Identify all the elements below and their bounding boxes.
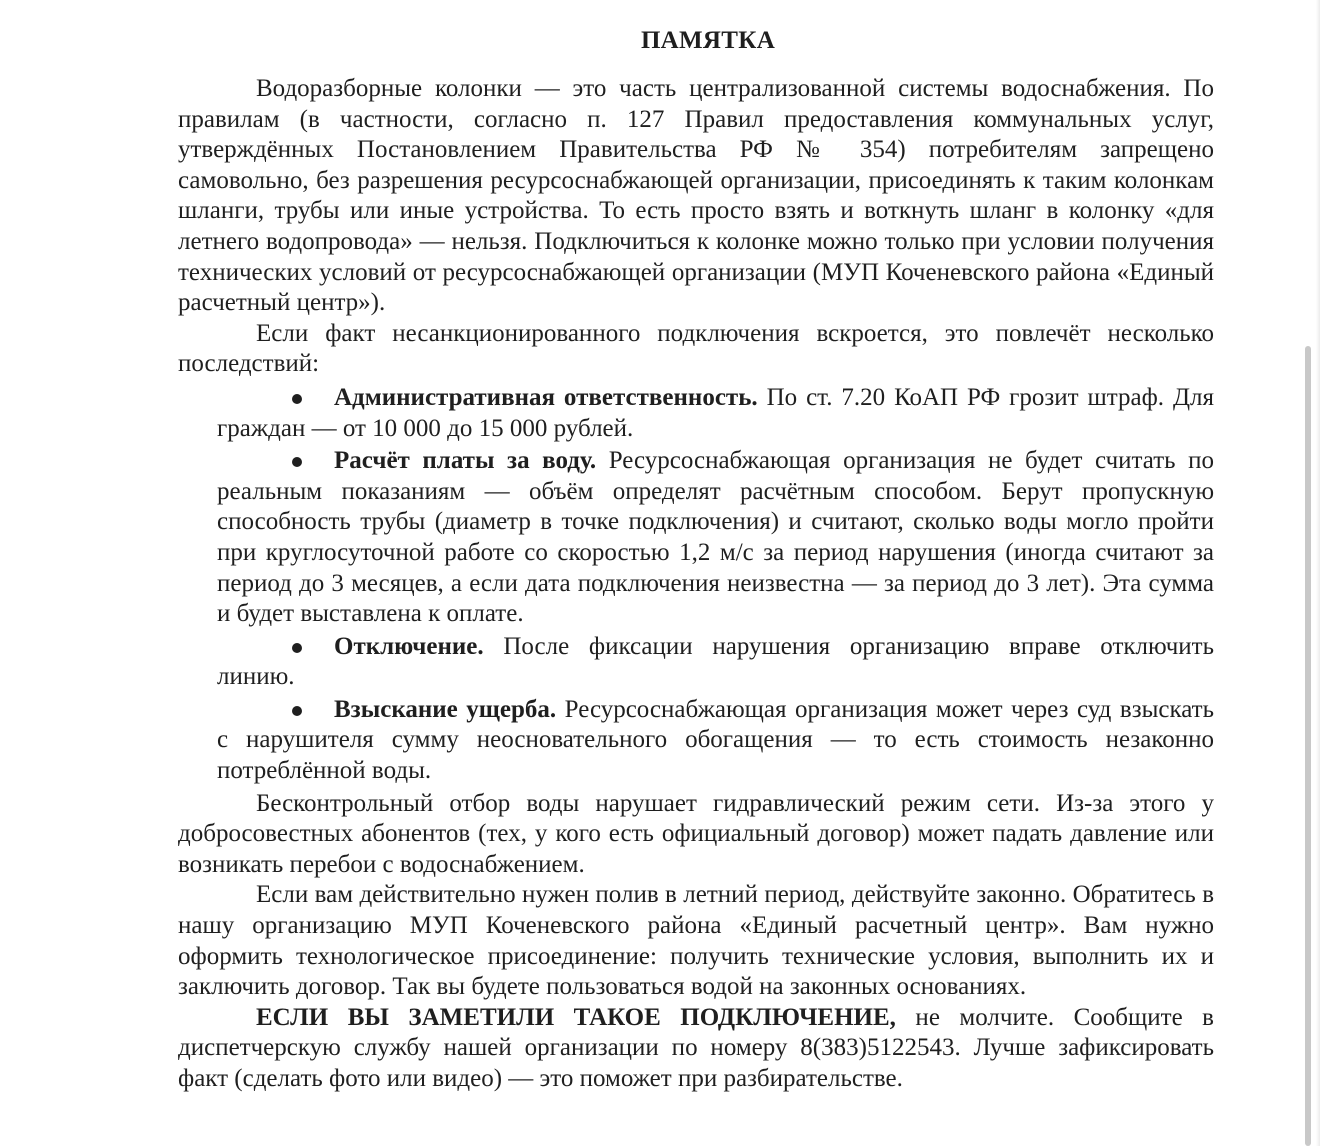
bullet-icon: [292, 394, 302, 404]
list-item: [217, 446, 1214, 630]
list-item-title: Взыскание ущерба.: [334, 695, 557, 723]
paragraph-consequences-intro: Если факт несанкционированного подключения вскроется, это повлечёт несколько последствий:: [178, 319, 1214, 378]
list-item-text: После фиксации нарушения организацию вправе отключить линию.: [217, 632, 1214, 691]
bullet-icon: [292, 643, 302, 653]
paragraph-hydraulic: Бесконтрольный отбор воды нарушает гидравлический режим сети. Из-за этого у добросовестных абонентов (тех, у кого есть официальный договор) может падать давление или возникать перебои с водоснабжением.: [178, 789, 1214, 878]
list-item: [217, 632, 1214, 693]
list-item-text: По ст. 7.20 КоАП РФ грозит штраф. Для граждан — от 10 000 до 15 000 рублей.: [217, 383, 1214, 442]
vertical-scrollbar[interactable]: [1305, 346, 1311, 1146]
paragraph-legal-watering: Если вам действительно нужен полив в летний период, действуйте законно. Обратитесь в нашу организацию МУП Коченевского района «Единый расчетный центр». Вам нужно оформить технологическое присоединение: получить технические условия, выполнить их и заключить договор. Так вы будете пользоваться водой на законных основаниях.: [178, 881, 1214, 1001]
list-item-text: Ресурсоснабжающая организация не будет считать по реальным показаниям — объём определят расчётным способом. Берут пропускную способность трубы (диаметр в точке подключения) и считают, сколько воды могло пройти при круглосуточной работе со скоростью 1,2 м/с за период нарушения (иногда считают за период до 3 месяцев, а если дата подключения неизвестна — за период до 3 лет). Эта сумма и будет выставлена к оплате.: [217, 447, 1214, 628]
bullet-icon: [292, 706, 302, 716]
list-item: [217, 695, 1214, 787]
report-text: не молчите. Сообщите в диспетчерскую службу нашей организации по номеру 8(383)5122543. Лучше зафиксировать факт (сделать фото или видео) — это поможет при разбирательстве.: [178, 1003, 1214, 1092]
consequences-list: [178, 383, 1214, 787]
document-title: ПАМЯТКА: [640, 27, 776, 54]
bullet-icon: [292, 457, 302, 467]
page-edge-shadow: [1316, 0, 1320, 1146]
list-item-title: Расчёт платы за воду.: [334, 447, 597, 475]
list-item-title: Административная ответственность.: [334, 383, 758, 411]
list-item: [217, 383, 1214, 444]
paragraph-intro: Водоразборные колонки — это часть централизованной системы водоснабжения. По правилам (в частности, согласно п. 127 Правил предоставления коммунальных услуг, утверждённых Постановлением Правительства РФ № 354) потребителям запрещено самовольно, без разрешения ресурсоснабжающей организации, присоединять к таким колонкам шланги, трубы или иные устройства. То есть просто взять и воткнуть шланг в колонку «для летнего водопровода» — нельзя. Подключиться к колонке можно только при условии получения технических условий от ресурсоснабжающей организации (МУП Коченевского района «Единый расчетный центр»).: [178, 75, 1214, 317]
document-page: [178, 24, 1214, 1095]
list-item-title: Отключение.: [334, 632, 484, 660]
report-callout: ЕСЛИ ВЫ ЗАМЕТИЛИ ТАКОЕ ПОДКЛЮЧЕНИЕ,: [256, 1003, 896, 1031]
list-item-text: Ресурсоснабжающая организация может через суд взыскать с нарушителя сумму неосновательного обогащения — то есть стоимость незаконно потреблённой воды.: [217, 695, 1215, 785]
paragraph-report: [178, 1003, 1214, 1095]
